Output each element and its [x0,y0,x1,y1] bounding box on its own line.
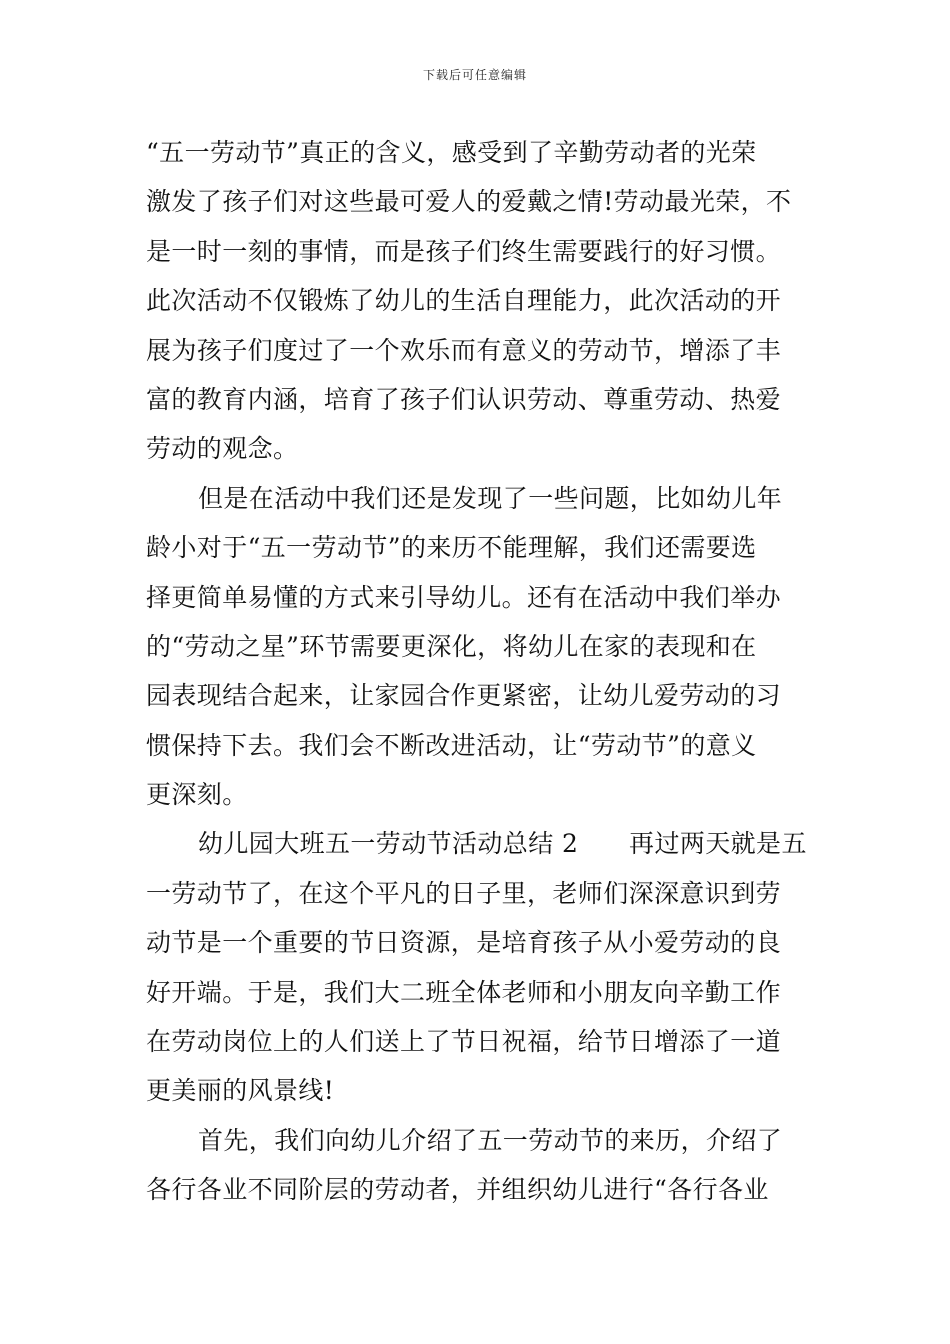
text-line: 展为孩子们度过了一个欢乐而有意义的劳动节，增添了丰 [146,335,782,365]
text-line: 是一时一刻的事情，而是孩子们终生需要践行的好习惯。 [146,236,782,266]
text-line: 惯保持下去。我们会不断改进活动，让“劳动节”的意义 [146,730,757,760]
text-line: 在劳动岗位上的人们送上了节日祝福，给节日增添了一道 [146,1027,782,1057]
paragraph-4 [146,1116,806,1215]
text-line: 劳动的观念。 [146,434,299,464]
text-line: 激发了孩子们对这些最可爱人的爱戴之情!劳动最光荣，不 [146,187,792,217]
document-body [146,128,806,1215]
text-line: 首先，我们向幼儿介绍了五一劳动节的来历，介绍了 [198,1125,783,1155]
text-line: 择更简单易懂的方式来引导幼儿。还有在活动中我们举办 [146,582,782,612]
text-line: 更深刻。 [146,780,248,810]
text-line: 富的教育内涵，培育了孩子们认识劳动、尊重劳动、热爱 [146,384,782,414]
text-line: 一劳动节了，在这个平凡的日子里，老师们深深意识到劳 [146,878,782,908]
paragraph-3 [146,819,806,1115]
page-header: 下载后可任意编辑 [422,68,527,82]
paragraph-2 [146,474,806,820]
text-line: 各行各业不同阶层的劳动者，并组织幼儿进行“各行各业 [146,1175,769,1205]
text-line: 园表现结合起来，让家园合作更紧密，让幼儿爱劳动的习 [146,681,782,711]
text-line: 好开端。于是，我们大二班全体老师和小朋友向辛勤工作 [146,977,782,1007]
paragraph-1 [146,128,806,474]
text-line: 但是在活动中我们还是发现了一些问题，比如幼儿年 [198,483,783,513]
text-line: 此次活动不仅锻炼了幼儿的生活自理能力，此次活动的开 [146,286,782,316]
text-line: 幼儿园大班五一劳动节活动总结 2 再过两天就是五 [198,829,807,859]
text-line: 更美丽的风景线! [146,1076,335,1106]
text-line: 龄小对于“五一劳动节”的来历不能理解，我们还需要选 [146,533,757,563]
text-line: “五一劳动节”真正的含义，感受到了辛勤劳动者的光荣 [146,138,757,167]
text-line: 的“劳动之星”环节需要更深化，将幼儿在家的表现和在 [146,631,757,661]
text-line: 动节是一个重要的节日资源，是培育孩子从小爱劳动的良 [146,928,782,958]
